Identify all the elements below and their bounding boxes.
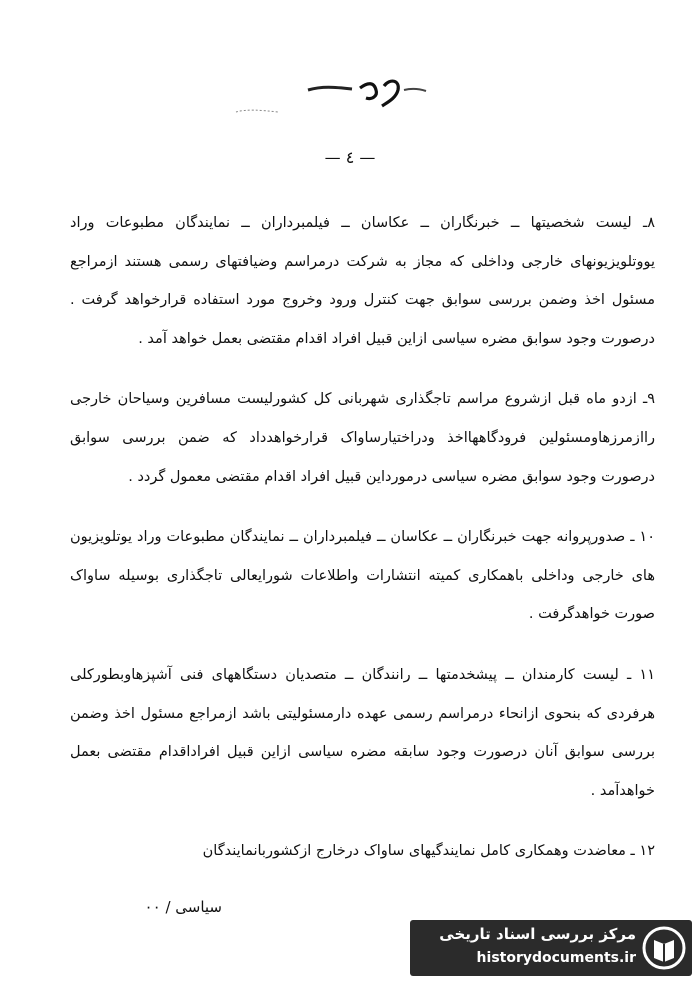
paragraph-8: ۸ـ لیست شخصیتها ــ خبرنگاران ــ عکاسان ــ فیلمبرداران ــ نمایندگان مطبوعات وراد یووتلویزیونهای خارجی وداخلی که مجاز به شرکت درمراسم وضیافتهای رسمی هستند ازمراجع مسئول اخذ وضمن بررسی سوابق جهت کنترل ورود وخروج مورد استفاده قرارخواهد گرفت . درصورت وجود سوابق مضره سیاسی ازاین قبیل افراد اقدام مقتضی بعمل خواهد آمد . bbox=[70, 215, 655, 347]
faint-mark-icon bbox=[232, 100, 282, 120]
page-number: — ٤ — bbox=[324, 148, 376, 167]
paragraph-11: ۱۱ ـ لیست کارمندان ــ پیشخدمتها ــ رانندگان ــ متصدیان دستگاههای فنی آشپزهاوبطورکلی هرفردی که بنحوی ازانحاء درمراسم رسمی عهده دارمسئولیتی باشد ازمراجع مسئول اخذ وضمن بررسی سوابق آنان درصورت وجود سابقه مضره سیاسی ازاین قبیل افراداقدام مقتضی بعمل خواهدآمد . bbox=[70, 666, 655, 799]
classification-stamp-icon bbox=[300, 60, 430, 120]
paragraph-12: ۱۲ ـ معاضدت وهمکاری کامل نمایندگیهای ساواک درخارج ازکشوربانمایندگان bbox=[202, 843, 655, 860]
watermark-title: مرکز بررسی اسناد تاریخی bbox=[439, 925, 636, 943]
watermark-badge bbox=[410, 920, 692, 976]
paragraph-10: ۱۰ ـ صدورپروانه جهت خبرنگاران ــ عکاسان ــ فیلمبرداران ــ نمایندگان مطبوعات وراد یوتلویزیون های خارجی وداخلی باهمکاری کمیته انتشارات واطلاعات شورایعالی تاجگذاری بوسیله ساواک صورت خواهدگرفت . bbox=[70, 529, 655, 623]
watermark-url: historydocuments.ir bbox=[476, 950, 636, 966]
book-logo-icon bbox=[642, 926, 686, 970]
paragraph-9: ۹ـ ازدو ماه قبل ازشروع مراسم تاجگذاری شهربانی کل کشورلیست مسافرین وسیاحان خارجی راازمرزهاومسئولین فرودگاههااخذ ودراختیارساواک قرارخواهدداد که ضمن بررسی سوابق درصورت وجود سوابق مضره سیاسی درمورداین قبیل افراد اقدام مقتضی معمول گردد . bbox=[70, 391, 655, 485]
document-body bbox=[70, 204, 655, 871]
signature-line: سیاسی / ۰۰ bbox=[144, 898, 222, 916]
